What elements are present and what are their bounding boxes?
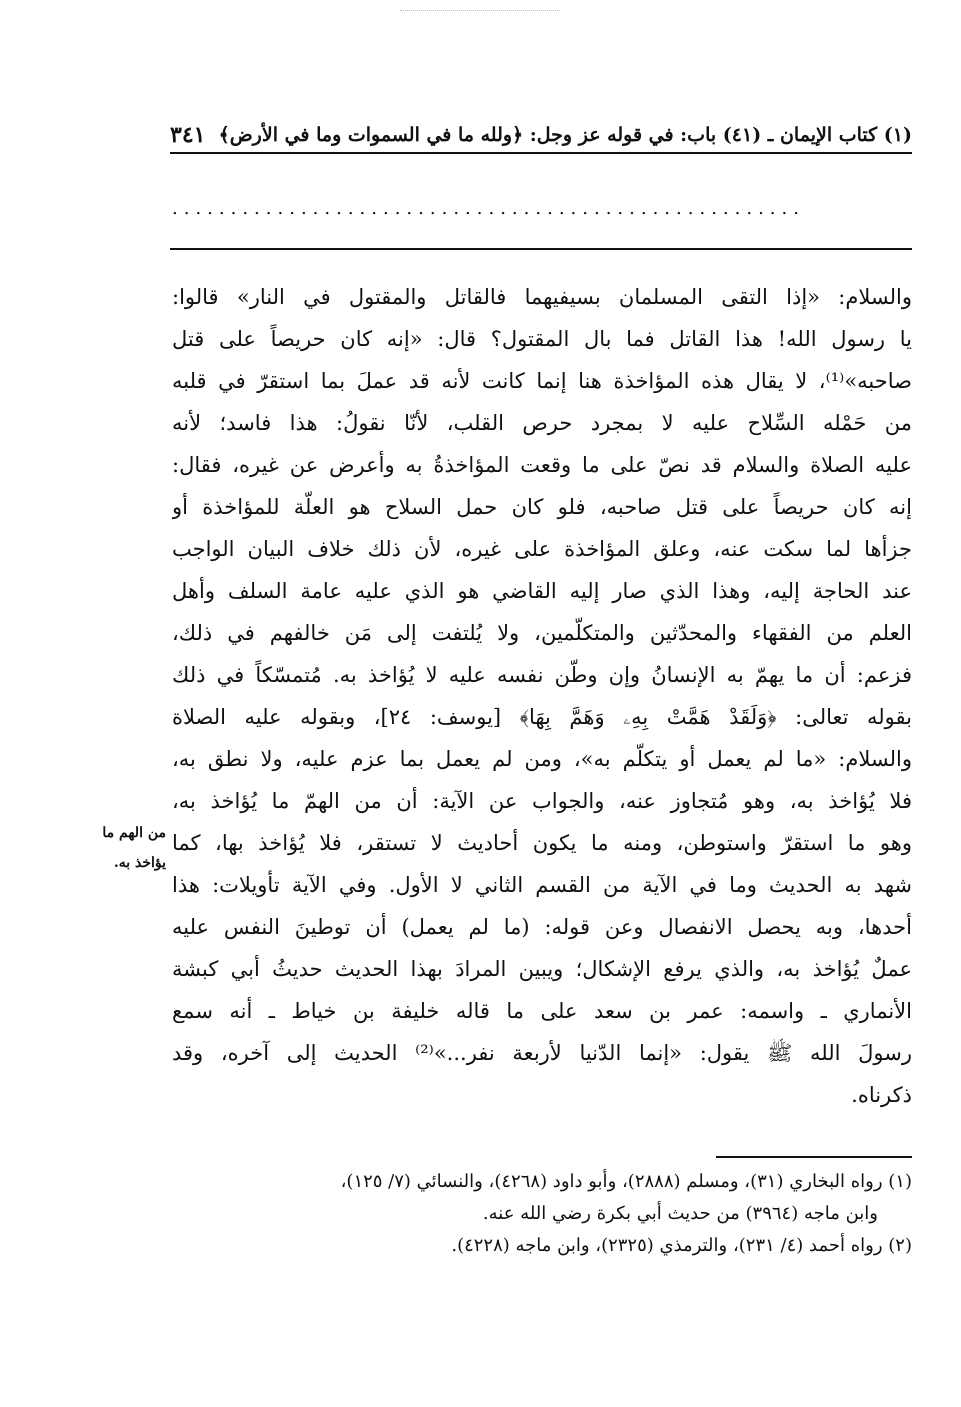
- scan-artifact: [400, 10, 560, 11]
- text-line: جزأها لما سكت عنه، وعلق المؤاخذة على غيره، لأن ذلك خلاف البيان الواجب: [172, 537, 912, 561]
- text-line: فزعم: أن ما يهمّ به الإنسانُ وإن وطّن نفسه عليه لا يُؤاخذ به. مُتمسّكاً في ذلك: [172, 663, 912, 687]
- text-line: عليه الصلاة والسلام قد نصّ على ما وقعت المؤاخذةُ به وأعرض عن غيره، فقال:: [172, 453, 912, 477]
- text-line: والسلام: «إذا التقى المسلمان بسيفيهما فالقاتل والمقتول في النار» قالوا:: [172, 285, 912, 309]
- text-line: عملٌ يُؤاخذ به، والذي يرفع الإشكال؛ ويبين المرادَ بهذا الحديث حديثُ أبي كبشة: [172, 957, 912, 981]
- page-number: ٣٤١: [170, 122, 206, 148]
- text-line: العلم من الفقهاء والمحدّثين والمتكلّمين، ولا يُلتفت إلى مَن خالفهم في ذلك،: [172, 621, 912, 645]
- text-line: وهو ما استقرّ واستوطن، ومنه ما يكون أحاديث لا تستقر، فلا يُؤاخذ بها، كما: [172, 831, 912, 855]
- footnote-1: (١) رواه البخاري (٣١)، ومسلم (٢٨٨٨)، وأبو داود (٤٢٦٨)، والنسائي (٧/ ١٢٥)،: [340, 1171, 912, 1192]
- footnote-2: (٢) رواه أحمد (٤/ ٢٣١)، والترمذي (٢٣٢٥)، وابن ماجه (٤٢٢٨).: [451, 1235, 912, 1256]
- header-title: (١) كتاب الإيمان ـ (٤١) باب: في قوله عز وجل: ﴿ولله ما في السموات وما في الأرض﴾: [218, 124, 912, 146]
- text-line: يا رسول الله! هذا القاتل فما بال المقتول؟ قال: «إنه كان حريصاً على قتل: [172, 327, 912, 351]
- text-line: والسلام: «ما لم يعمل أو يتكلّم به»، ومن لم يعمل بما عزم عليه، ولا نطق به،: [172, 747, 912, 771]
- footnote-rule: [716, 1156, 912, 1158]
- header-rule: [170, 152, 912, 154]
- main-text: [172, 276, 912, 1116]
- text-line: إنه كان حريصاً على قتل صاحبه، فلو كان حمل السلاح هو العلّة للمؤاخذة أو: [172, 495, 912, 519]
- text-line: بقوله تعالى: ﴿وَلَقَدْ هَمَّتْ بِهِۦ وَهَمَّ بِهَا﴾ [يوسف: ٢٤]، وبقوله عليه الصلاة: [172, 705, 912, 729]
- text-line: الأنماري ـ واسمه: عمر بن سعد على ما قاله خليفة بن خياط ـ أنه سمع: [172, 999, 912, 1023]
- running-header: [170, 120, 912, 154]
- text-line: فلا يُؤاخذ به، وهو مُتجاوز عنه، والجواب عن الآية: أن من الهمّ ما يُؤاخذ به،: [172, 789, 912, 813]
- footnotes: [172, 1166, 912, 1262]
- text-line-last: ذكرناه.: [851, 1083, 912, 1107]
- ellipsis-dots: ......................................................: [172, 198, 805, 219]
- footnote-1-continued: وابن ماجه (٣٩٦٤) من حديث أبي بكرة رضي الله عنه.: [482, 1203, 878, 1224]
- margin-note: من الهم ما يؤاخذ به.: [102, 825, 166, 871]
- text-line: من حَمْله السِّلاح عليه لا بمجرد حرص القلب، لأنّا نقولُ: هذا فاسد؛ لأنه: [172, 411, 912, 435]
- text-line: أحدها، وبه يحصل الانفصال وعن قوله: (ما لم يعمل) أن توطينَ النفس عليه: [172, 915, 912, 939]
- text-line: شهد به الحديث وما في الآية من القسم الثاني لا الأول. وفي الآية تأويلات: هذا: [172, 873, 912, 897]
- text-line: رسولَ الله ﷺ يقول: «إنما الدّنيا لأربعة نفر...»⁽²⁾ الحديث إلى آخره، وقد: [172, 1041, 912, 1065]
- text-line: صاحبه»⁽¹⁾، لا يقال هذه المؤاخذة هنا إنما كانت لأنه قد عملَ بما استقرّ في قلبه: [172, 369, 912, 393]
- text-line: عند الحاجة إليه، وهذا الذي صار إليه القاضي هو الذي عليه عامة السلف وأهل: [172, 579, 912, 603]
- section-rule: [170, 248, 912, 250]
